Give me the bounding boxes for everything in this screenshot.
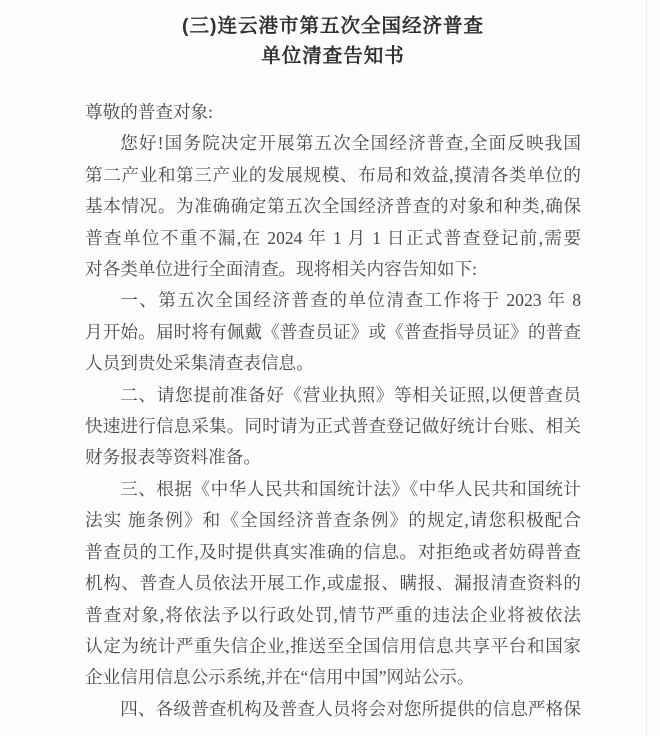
body-line: 基本情况。为准确确定第五次全国经济普查的对象和种类,确保	[85, 196, 581, 217]
body-line: 企业信用信息公示系统,并在“信用中国”网站公示。	[85, 667, 475, 688]
body-line: 普查对象,将依法予以行政处罚,情节严重的违法企业将被依法	[85, 604, 581, 625]
body-line: 三、根据《中华人民共和国统计法》《中华人民共和国统计	[120, 478, 581, 499]
body-line: 四、各级普查机构及普查人员将会对您所提供的信息严格保	[120, 698, 581, 719]
document-content	[85, 0, 581, 725]
title-line-1: (三)连云港市第五次全国经济普查	[182, 15, 484, 37]
body-line: 认定为统计严重失信企业,推送至全国信用信息共享平台和国家	[85, 635, 581, 656]
salutation: 尊敬的普查对象:	[85, 102, 214, 122]
body-line: 一、第五次全国经济普查的单位清查工作将于 2023 年 8	[120, 290, 581, 311]
body-line: 人员到贵处采集清查表信息。	[85, 353, 314, 374]
body-line: 您好!国务院决定开展第五次全国经济普查,全面反映我国	[120, 133, 581, 154]
body-line: 财务报表等资料准备。	[85, 447, 261, 468]
body-line: 对各类单位进行全面清查。现将相关内容告知如下:	[85, 259, 477, 280]
body-line: 普查单位不重不漏,在 2024 年 1 月 1 日正式普查登记前,需要	[85, 227, 581, 248]
body-line: 二、请您提前准备好《营业执照》等相关证照,以便普查员	[120, 384, 581, 405]
body-line: 第二产业和第三产业的发展规模、布局和效益,摸清各类单位的	[85, 164, 581, 185]
document-title	[85, 0, 581, 71]
paragraphs	[85, 128, 581, 725]
body-line: 月开始。届时将有佩戴《普查员证》或《普查指导员证》的普查	[85, 321, 581, 342]
body-line: 普查员的工作,及时提供真实准确的信息。对拒绝或者妨碍普查	[85, 541, 581, 562]
body-line: 快速进行信息采集。同时请为正式普查登记做好统计台账、相关	[85, 416, 581, 437]
scan-edge-line	[646, 0, 647, 736]
body-line: 法实 施条例》和《全国经济普查条例》的规定,请您积极配合	[85, 510, 581, 531]
body-line: 机构、普查人员依法开展工作,或虚报、瞒报、漏报清查资料的	[85, 573, 581, 594]
title-line-2: 单位清查告知书	[261, 45, 405, 67]
